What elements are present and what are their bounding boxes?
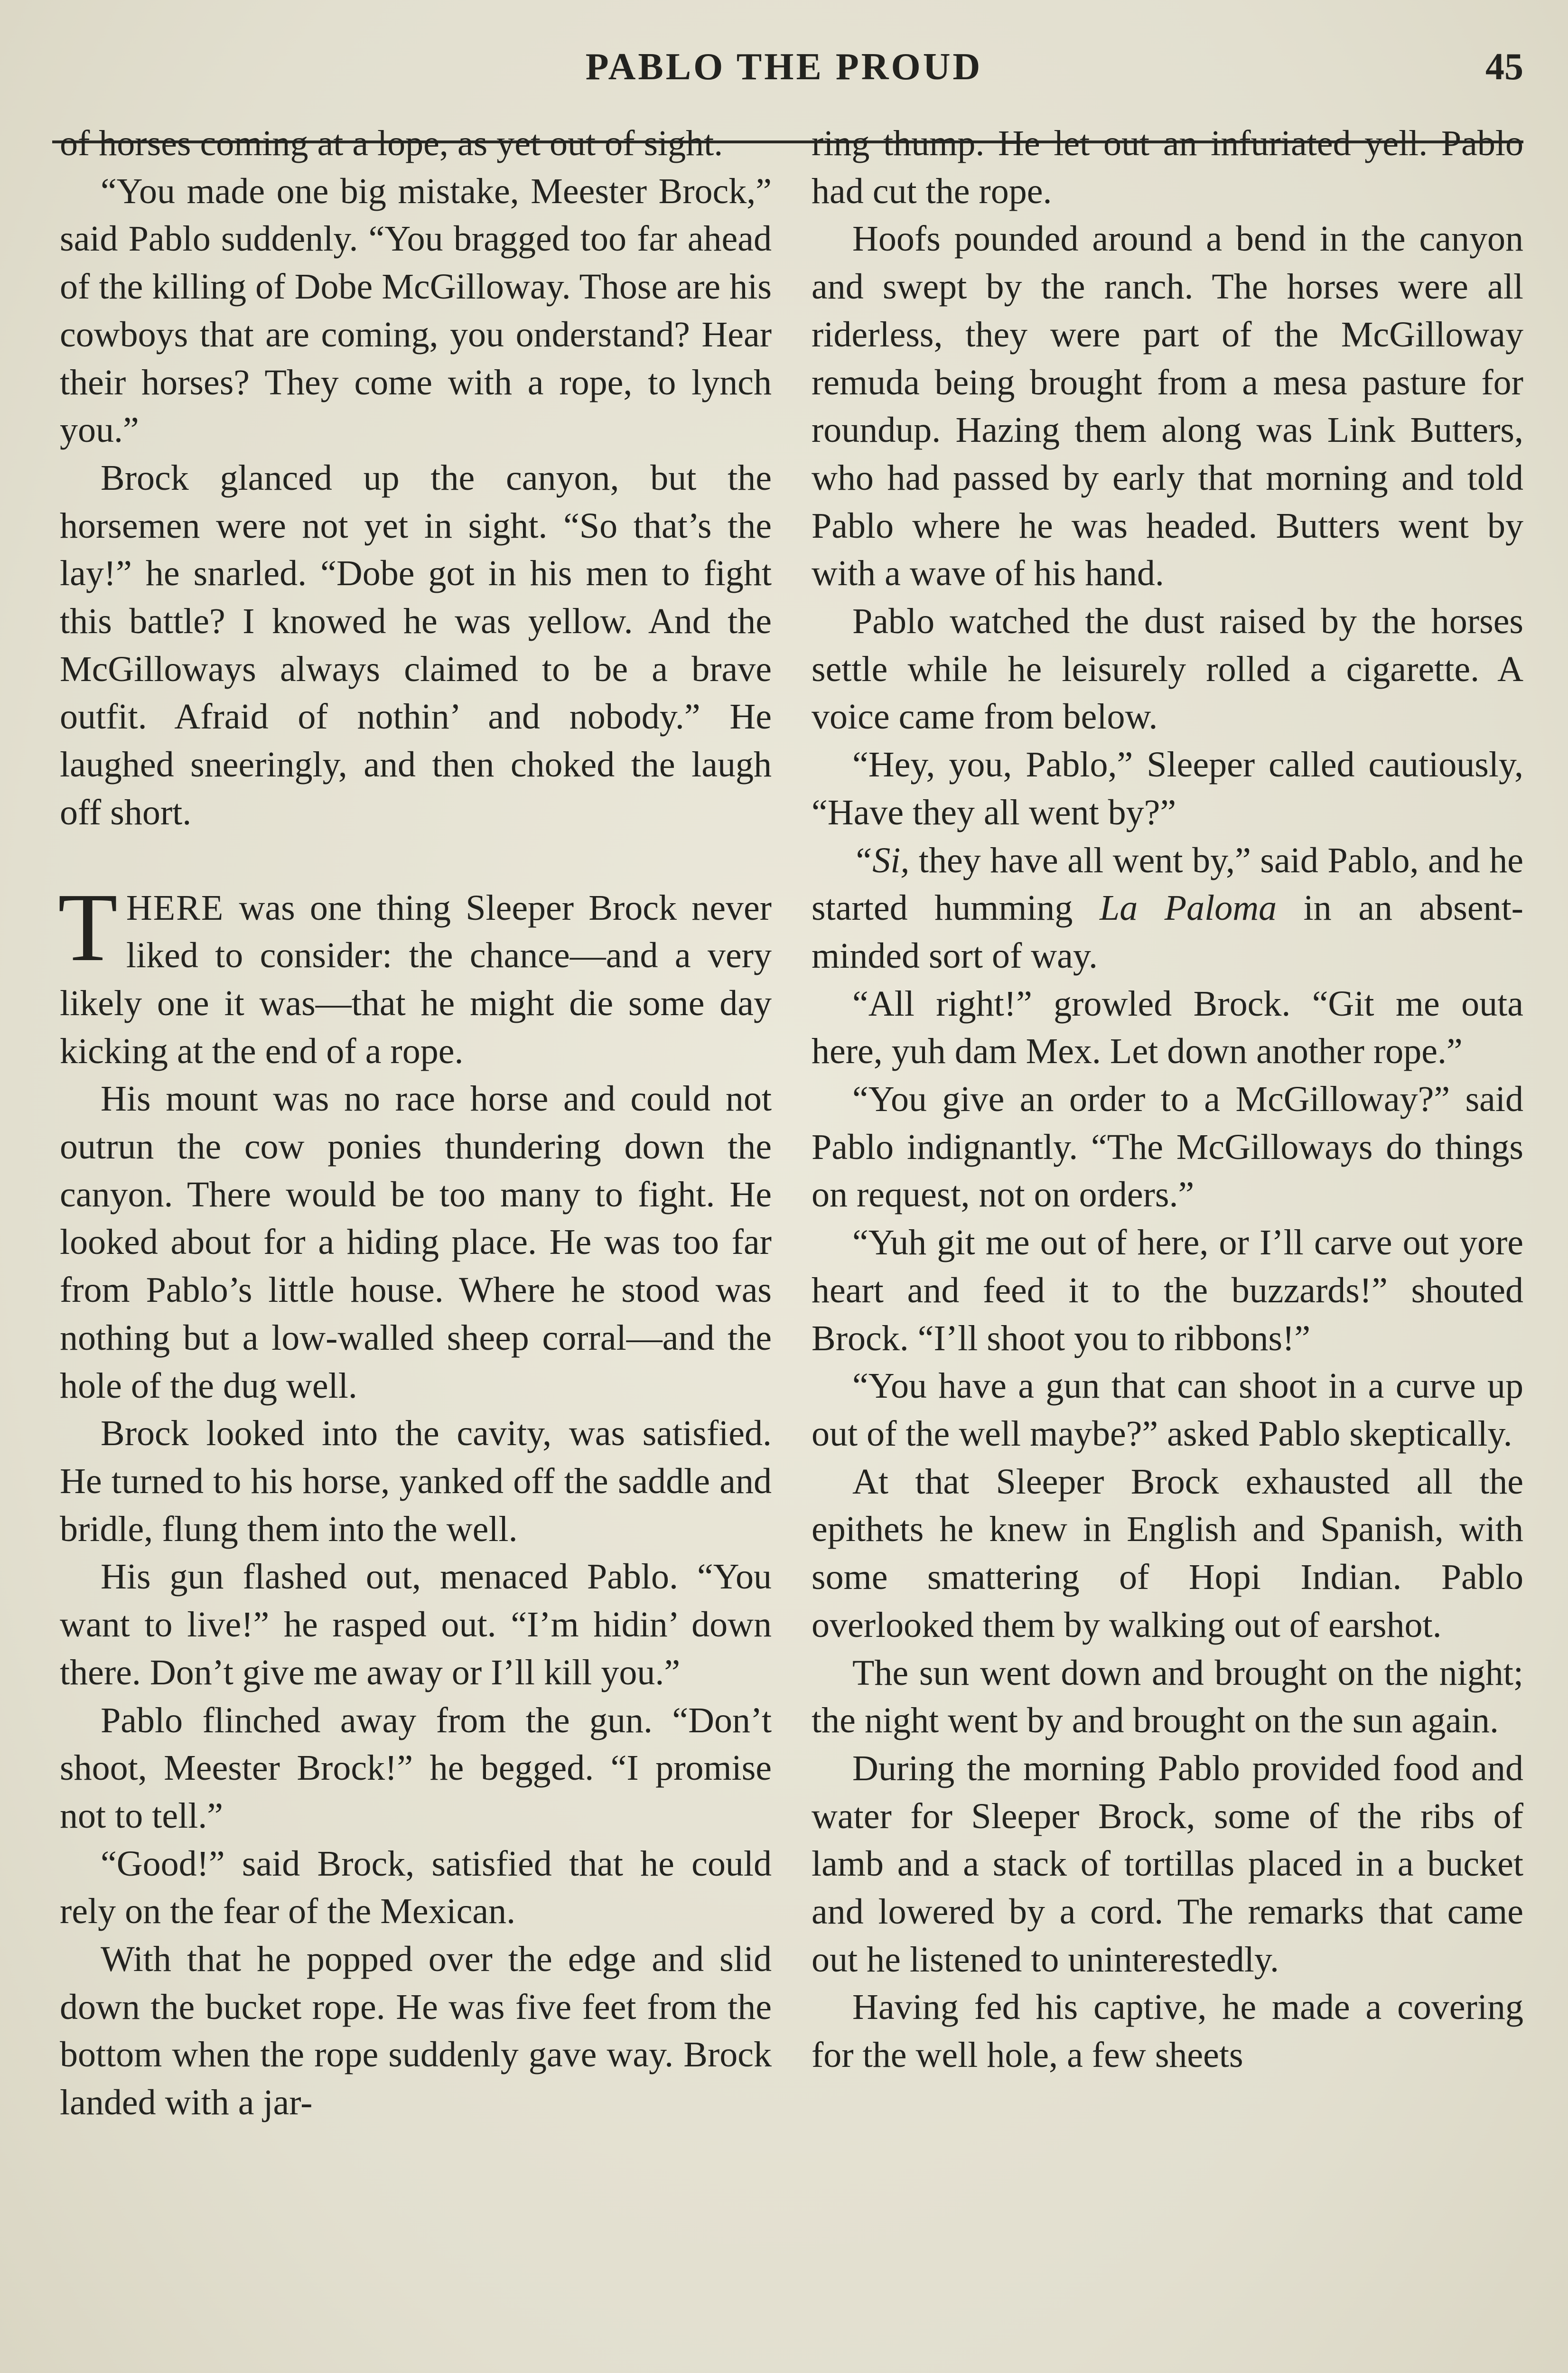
paragraph: Hoofs pounded around a bend in the canyon and swept by the ranch. The horses were all riderless, they were part of the McGilloway remuda being brought from a mesa pasture for roundup. Hazing them along was Link Butters, who had passed by early that morning and told Pablo where he was headed. Butters went by with a wave of his hand. xyxy=(812,219,1523,594)
paragraph: of horses coming at a lope, as yet out of sight. xyxy=(60,123,723,163)
paragraph-text: they have all went by,” said Pablo, and he started humming xyxy=(812,840,1523,928)
paragraph: ring thump. He let out an infuriated yell. Pablo had cut the rope. xyxy=(812,123,1523,211)
paragraph: His mount was no race horse and could not outrun the cow ponies thundering down the canyon. There would be too many to fight. He looked about for a hiding place. He was too far from Pablo’s little house. Where he stood was nothing but a low-walled sheep corral—and the hole of the dug well. xyxy=(60,1079,772,1406)
paragraph: “You have a gun that can shoot in a curve up out of the well maybe?” asked Pablo skeptically. xyxy=(812,1366,1523,1454)
paragraph: “Yuh git me out of here, or I’ll carve out yore heart and feed it to the buzzards!” shouted Brock. “I’ll shoot you to ribbons!” xyxy=(812,1223,1523,1358)
paragraph: With that he popped over the edge and slid down the bucket rope. He was five feet from the bottom when the rope suddenly gave way. Brock landed with a jar- xyxy=(60,1939,772,2123)
paragraph: Pablo watched the dust raised by the horses settle while he leisurely rolled a cigarette. A voice came from below. xyxy=(812,601,1523,737)
song-title: La Paloma xyxy=(1099,888,1277,928)
paragraph: Brock looked into the cavity, was satisfied. He turned to his horse, yanked off the saddle and bridle, flung them into the well. xyxy=(60,1413,772,1549)
section-start-paragraph xyxy=(58,872,772,1075)
paragraph: “Hey, you, Pablo,” Sleeper called cautiously, “Have they all went by?” xyxy=(812,745,1523,832)
paragraph-text: in an absent-minded sort of way. xyxy=(812,888,1523,976)
paragraph: Pablo flinched away from the gun. “Don’t shoot, Meester Brock!” he begged. “I promise not to tell.” xyxy=(60,1700,772,1836)
drop-cap: T xyxy=(58,872,118,981)
paragraph xyxy=(812,837,1523,980)
paragraph: His gun flashed out, menaced Pablo. “You want to live!” he rasped out. “I’m hidin’ down there. Don’t give me away or I’ll kill you.” xyxy=(60,1557,772,1692)
page-number: 45 xyxy=(1485,46,1523,88)
paragraph: “All right!” growled Brock. “Git me outa here, yuh dam Mex. Let down another rope.” xyxy=(812,983,1523,1072)
paragraph: The sun went down and brought on the night; the night went by and brought on the sun again. xyxy=(812,1653,1523,1741)
left-column xyxy=(60,120,772,2127)
paragraph: “Good!” said Brock, satisfied that he could rely on the fear of the Mexican. xyxy=(60,1843,772,1932)
page-header xyxy=(0,46,1568,98)
paragraph: Having fed his captive, he made a covering for the well hole, a few sheets xyxy=(812,1987,1523,2075)
paragraph: During the morning Pablo provided food and water for Sleeper Brock, some of the ribs of lamb and a stack of tortillas placed in a bucket and lowered by a cord. The remarks that came out he listened to uninterestedly. xyxy=(812,1748,1523,1980)
paragraph: “You made one big mistake, Meester Brock,” said Pablo suddenly. “You bragged too far ahead of the killing of Dobe McGilloway. Those are his cowboys that are coming, you onderstand? Hear their horses? They come with a rope, to lynch you.” xyxy=(60,171,772,450)
small-caps-lead: HERE xyxy=(126,888,224,928)
paragraph: At that Sleeper Brock exhausted all the epithets he knew in English and Spanish, with some smattering of Hopi Indian. Pablo overlooked them by walking out of earshot. xyxy=(812,1461,1523,1645)
paragraph: “You give an order to a McGilloway?” said Pablo indignantly. “The McGilloways do things on request, not on orders.” xyxy=(812,1079,1523,1215)
running-title: PABLO THE PROUD xyxy=(585,46,983,88)
paragraph: Brock glanced up the canyon, but the horsemen were not yet in sight. “So that’s the lay!” he snarled. “Dobe got in his men to fight this battle? I knowed he was yellow. And the McGilloways always claimed to be a brave outfit. Afraid of nothin’ and nobody.” He laughed sneeringly, and then choked the laugh off short. xyxy=(60,458,772,832)
right-column xyxy=(812,120,1523,2079)
italic-word: “Si, xyxy=(852,840,910,880)
paragraph-text: was one thing Sleeper Brock never liked to consider: the chance—and a very likely one it was—that he might die some day kicking at the end of a rope. xyxy=(60,888,772,1071)
